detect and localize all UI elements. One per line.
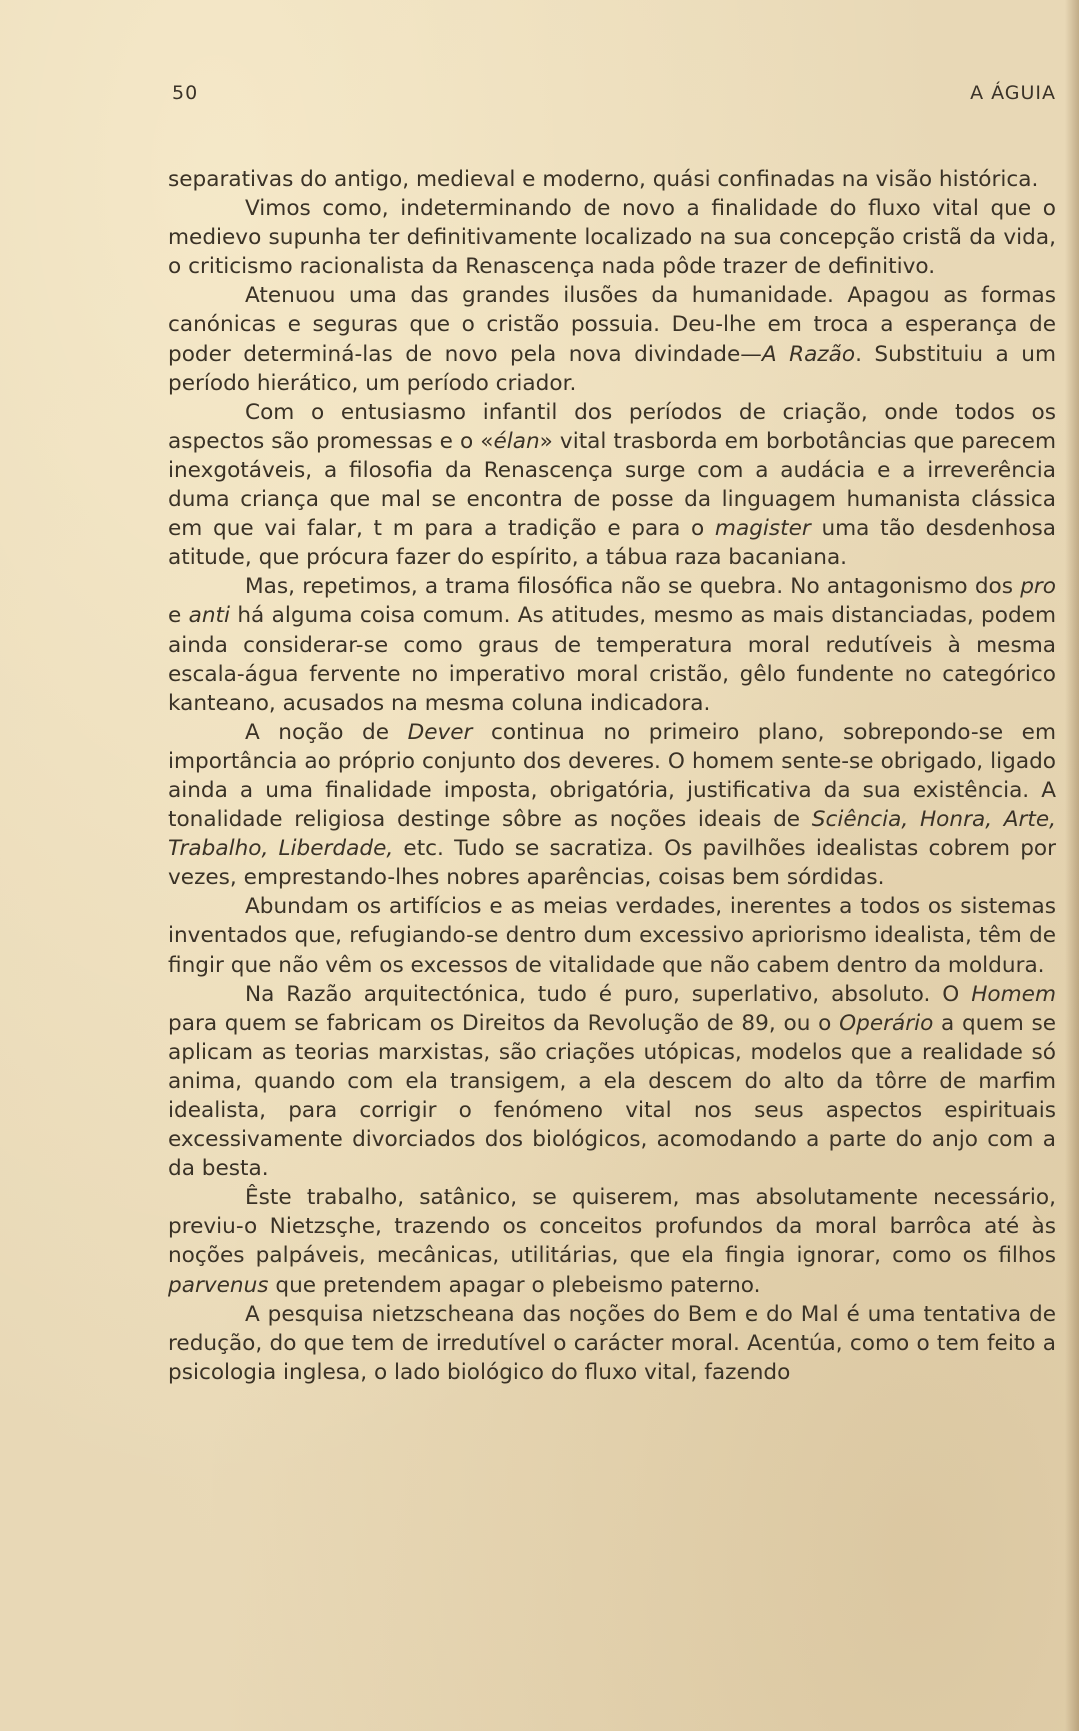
text-run: há alguma coisa comum. As atitudes, mesmo as mais distanciadas, podem ainda considerar-se como graus de temperatura moral redutíveis à mesma escala-água fervente no imperativo moral cristão, gêlo fundente no categórico kanteano, acusados na mesma coluna indicadora. [168,603,1056,716]
text-run: A pesquisa nietzscheana das noções do Bem e do Mal é uma tentativa de redução, do que tem de irredutível o carácter moral. Acentúa, como o tem feito a psicologia inglesa, o lado biológico do fluxo vital, fazendo [168,1301,1056,1385]
page-header [172,82,1056,112]
text-run: Mas, repetimos, a trama filosófica não se quebra. No antagonismo dos [245,574,1021,600]
paragraph [168,194,1056,281]
italic-run: élan [493,428,540,454]
paragraph [168,980,1056,1184]
text-run: Atenuou uma das grandes ilusões da humanidade. Apagou as formas canónicas e seguras que o cristão possuia. Deu-lhe em troca a esperança de poder determiná-las de novo pela nova divindade— [168,283,1056,367]
text-run: separativas do antigo, medieval e moderno, quási confinadas na visão histórica. [168,167,1039,192]
italic-run: parvenus [168,1272,269,1298]
text-run: Vimos como, indeterminando de novo a finalidade do fluxo vital que o medievo supunha ter definitivamente localizado na sua concepção cristã da vida, o criticismo racionalista da Renascença nada pôde trazer de definitivo. [168,196,1056,280]
text-run: . Substituiu a um período hierático, um período criador. [168,341,1056,396]
text-run: » vital trasborda em borbotâncias que parecem inexgotáveis, a filosofia da Renascença surge com a audácia e a irreverência duma criança que mal se encontra de posse da linguagem humanista clássica em que vai falar, t m para a tradição e para o [168,428,1056,542]
text-run: que pretendem apagar o plebeismo paterno. [268,1272,761,1298]
italic-run: Homem [971,981,1056,1007]
text-run: A noção de [245,719,408,745]
page-number: 50 [172,82,199,104]
paragraph [168,892,1056,979]
text-run: e [168,603,189,629]
text-run: etc. Tudo se sacratiza. Os pavilhões idealistas cobrem por vezes, emprestando-lhes nobres aparências, coisas bem sórdidas. [168,836,1056,891]
text-run: Êste trabalho, satânico, se quiserem, mas absolutamente necessário, previu-o Nietzsçhe, trazendo os conceitos profundos da moral barrôca até às noções palpáveis, mecânicas, utilitárias, que ela fingia ignorar, como os filhos [168,1185,1056,1269]
text-run: Abundam os artifícios e as meias verdades, inerentes a todos os sistemas inventados que, refugiando-se dentro dum excessivo apriorismo idealista, têm de fingir que não vêm os excessos de vitalidade que não cabem dentro da moldura. [168,894,1056,978]
text-run: Na Razão arquitectónica, tudo é puro, superlativo, absoluto. O [245,981,972,1007]
text-run: Com o entusiasmo infantil dos períodos de criação, onde todos os aspectos são promessas e o « [168,399,1056,454]
paragraph [168,1183,1056,1299]
paragraph [168,718,1056,893]
text-run: para quem se fabricam os Direitos da Revolução de 89, ou o [168,1010,840,1036]
italic-run: anti [188,603,231,629]
italic-run: Sciência, Honra, Arte, Trabalho, Liberdade, [168,807,1056,862]
page-edge-shadow [1065,0,1079,1731]
text-run: a quem se aplicam as teorias marxistas, são criações utópicas, modelos que a realidade só anima, quando com ela transigem, a ela descem do alto da tôrre de marfim idealista, para corrigir o fenómeno vital nos seus aspectos espirituais excessivamente divorciados dos biológicos, acomodando a parte do anjo com a da besta. [168,1010,1057,1182]
italic-run: Dever [407,719,473,745]
text-run: uma tão desdenhosa atitude, que prócura fazer do espírito, a tábua raza bacaniana. [168,516,1056,571]
text-run: continua no primeiro plano, sobrepondo-se em importância ao próprio conjunto dos deveres. O homem sente-se obrigado, ligado ainda a uma finalidade imposta, obrigatória, justificativa da sua existência. A tonalidade religiosa destinge sôbre as noções ideais de [168,719,1056,833]
paragraph [168,572,1056,717]
paragraph [168,398,1056,573]
italic-run: A Razão [761,341,856,367]
running-head: A ÁGUIA [970,82,1056,104]
paragraph [168,165,1056,194]
italic-run: pro [1020,574,1056,600]
italic-run: Operário [839,1010,934,1036]
paragraph [168,1300,1056,1387]
paragraph [168,281,1056,397]
italic-run: magister [714,516,811,542]
body-text [168,165,1056,1387]
